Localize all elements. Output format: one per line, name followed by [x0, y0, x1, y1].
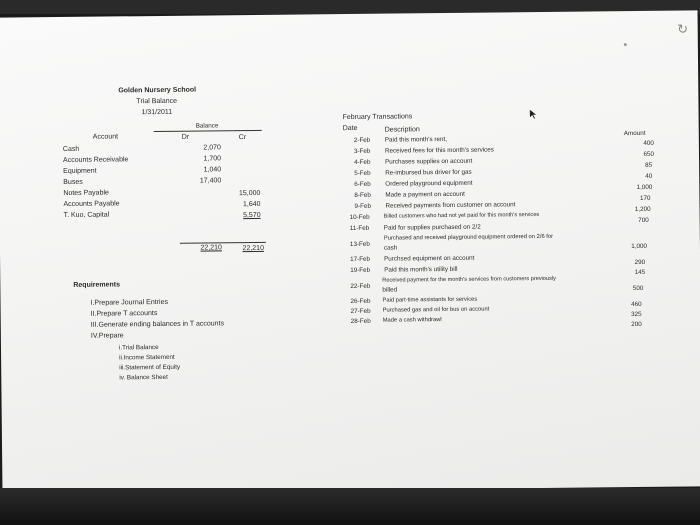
transaction-description: Paid part-time assistants for services	[382, 296, 478, 304]
account-name: Accounts Payable	[63, 200, 120, 208]
account-name: Cash	[62, 145, 80, 154]
transaction-date: 26-Feb	[350, 297, 371, 305]
transaction-description: Made a cash withdrawl	[382, 317, 442, 324]
device-bezel	[0, 488, 700, 525]
transaction-description: Paid this month's utility bill	[384, 265, 458, 274]
report-title: Trial Balance	[136, 97, 178, 106]
transaction-description: Purchased and received playground equipment ordered on 2/6 for	[383, 233, 554, 242]
date-column-header: Date	[342, 124, 358, 133]
transaction-date: 3-Feb	[353, 147, 371, 155]
transaction-description-continued: cash	[383, 244, 398, 252]
transaction-description: Paid this month's rent,	[384, 135, 447, 144]
account-column-header: Account	[92, 133, 119, 141]
requirement-item: IV.Prepare	[90, 332, 124, 340]
page-speck	[624, 43, 627, 46]
transaction-description: Ordered playground equipment	[385, 179, 473, 188]
total-dr: 22,210	[200, 244, 222, 252]
requirement-item: II.Prepare T accounts	[90, 310, 158, 318]
transaction-amount: 170	[639, 194, 651, 202]
requirement-item: I.Prepare Journal Entries	[90, 298, 168, 307]
cr-amount: 15,000	[238, 189, 261, 198]
transaction-date: 10-Feb	[349, 213, 370, 222]
transaction-description: Received fees for this month's services	[384, 146, 494, 155]
balance-header-rule	[154, 130, 262, 132]
transaction-date: 9-Feb	[354, 202, 372, 210]
transactions-title: February Transactions	[342, 113, 413, 122]
dr-amount: 1,040	[203, 166, 222, 174]
balance-label: Balance	[195, 122, 219, 130]
account-name: T. Kuo, Capital	[63, 211, 110, 219]
requirement-subitem: i.Trial Balance	[118, 344, 159, 352]
account-name: Notes Payable	[63, 189, 109, 197]
transaction-date: 4-Feb	[354, 158, 371, 166]
reload-icon[interactable]: ↻	[677, 21, 689, 37]
transaction-date: 13-Feb	[349, 240, 370, 249]
transaction-amount: 1,200	[634, 205, 651, 214]
transaction-description: Made a payment on account	[385, 190, 465, 199]
transaction-amount: 200	[631, 320, 642, 329]
transaction-amount: 290	[634, 258, 646, 267]
transaction-amount: 145	[634, 268, 646, 277]
account-name: Accounts Receivable	[62, 156, 129, 164]
cr-amount: 1,640	[242, 200, 261, 209]
transaction-amount: 1,000	[631, 242, 647, 251]
transaction-description: Re-imbursed bus driver for gas	[385, 168, 472, 177]
dr-amount: 2,070	[203, 144, 221, 152]
transaction-description: Billed customers who had not yet paid for this month's services	[383, 212, 540, 220]
transaction-amount: 325	[631, 310, 642, 319]
report-date: 1/31/2011	[141, 108, 173, 117]
description-column-header: Description	[384, 126, 420, 134]
requirement-subitem: iv. Balance Sheet	[119, 373, 168, 382]
dr-amount: 17,400	[199, 177, 222, 185]
amount-column-header: Amount	[623, 129, 646, 138]
requirement-subitem: ii.Income Statement	[119, 353, 175, 362]
transaction-date: 6-Feb	[354, 180, 371, 188]
requirement-item: III.Generate ending balances in T accounts	[90, 320, 225, 329]
transaction-description: Received payments from customer on account	[385, 201, 516, 210]
transaction-date: 19-Feb	[350, 266, 371, 274]
dr-column-header: Dr	[181, 133, 190, 141]
total-cr: 22,210	[242, 244, 264, 253]
transaction-amount: 700	[638, 216, 649, 224]
transaction-amount: 650	[643, 150, 655, 158]
document-page	[0, 10, 700, 493]
account-name: Equipment	[63, 167, 97, 175]
cr-amount: 5,570	[243, 211, 261, 220]
transaction-description-continued: billed	[382, 286, 398, 294]
transaction-amount: 40	[645, 172, 653, 180]
transaction-amount: 85	[645, 161, 653, 169]
account-name: Buses	[63, 178, 83, 186]
dr-amount: 1,700	[203, 155, 222, 163]
transaction-amount: 500	[632, 284, 644, 293]
transaction-date: 2-Feb	[353, 136, 371, 144]
transaction-date: 28-Feb	[350, 317, 371, 325]
requirements-title: Requirements	[73, 281, 121, 289]
school-name: Golden Nursery School	[118, 86, 197, 95]
transaction-description: Purchsed equipment on account	[384, 254, 475, 263]
transaction-date: 17-Feb	[350, 255, 371, 263]
transaction-date: 11-Feb	[349, 224, 370, 233]
transaction-amount: 400	[643, 139, 654, 147]
transaction-date: 5-Feb	[354, 169, 371, 177]
transaction-date: 27-Feb	[350, 307, 371, 315]
transaction-description: Received payment for the month's services from customers previously	[382, 275, 556, 284]
cursor-icon	[529, 108, 539, 120]
transaction-description: Paid for supplies purchased on 2/2	[383, 223, 481, 232]
transaction-date: 22-Feb	[350, 282, 371, 290]
transaction-date: 8-Feb	[354, 191, 371, 199]
transaction-amount: 1,000	[636, 183, 653, 191]
cr-column-header: Cr	[238, 134, 247, 142]
transaction-description: Purchases supplies on account	[385, 157, 473, 166]
transaction-amount: 460	[631, 300, 642, 309]
requirement-subitem: iii.Statement of Equity	[119, 363, 181, 372]
transaction-description: Purchased gas and oil for bus on account	[382, 306, 490, 314]
